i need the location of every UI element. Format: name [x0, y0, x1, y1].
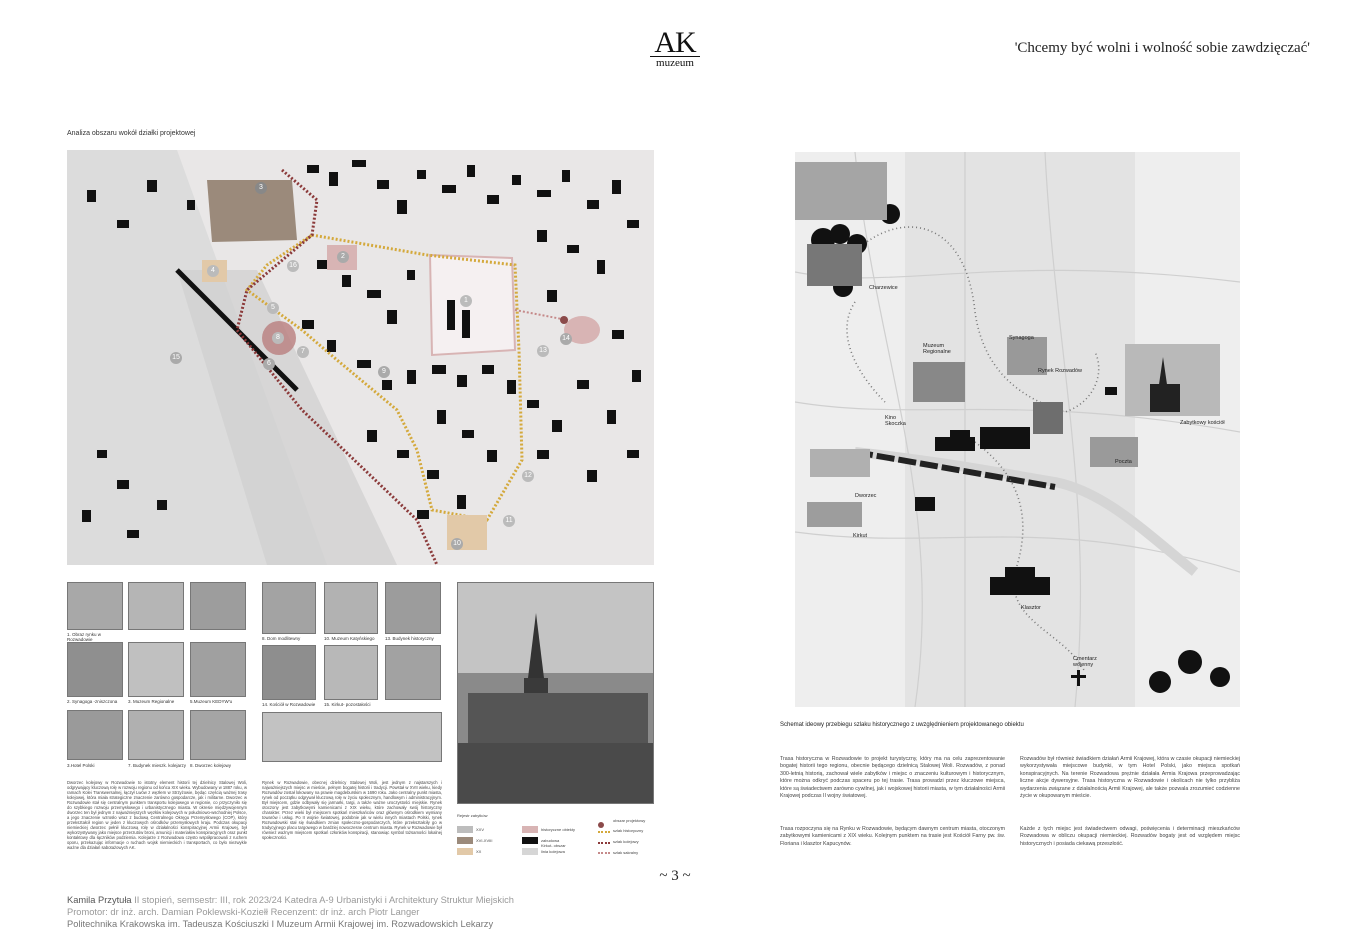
photo-caption-m5: 15. Kirkut- pozostałości — [324, 702, 371, 707]
right-text-col1-p2: Trasa rozpoczyna się na Rynku w Rozwadowie, będącym dawnym centrum miasta, otoczonym zabytkowymi kamienicami z XIX wieku. Kolejnym punktem na trasie jest Kościół Farny pw. św. Floriana i klasztor Kapucynów. — [780, 826, 1005, 847]
left-map-title: Analiza obszaru wokół działki projektowej — [67, 130, 196, 137]
marker-7: 7 — [297, 346, 309, 358]
photo-m2 — [324, 582, 378, 634]
legend-title: Rejestr zabytków — [457, 813, 488, 818]
label-kosciol: Zabytkowy kościół — [1180, 420, 1225, 426]
footer-author: Kamila Przytuła — [67, 895, 132, 905]
label-cmentarz: Cmentarz wojenny — [1073, 656, 1097, 668]
photo-m6 — [385, 645, 441, 700]
photo-5 — [128, 642, 184, 697]
photo-caption-7: 3.Hotel Polski — [67, 763, 95, 768]
marker-8: 8 — [272, 332, 284, 344]
motto: 'Chcemy być wolni i wolność sobie zawdzięczać' — [1014, 40, 1310, 56]
right-text-col1-p1: Trasa historyczna w Rozwadowie to projekt turystyczny, który ma na celu zaprezentowanie bogatej historii tego regionu, obecnie będącego dzielnicą Stalowej Woli. Rozwadów, z ponad 300-letnią historią, zachował wiele zabytków i miejsc o znaczeniu kulturowym i historycznym, które można odkryć podczas spaceru po tej trasie. Trasa prowadzi przez kluczowe miejsca, które są świadectwem zarówno cywilnej, jak i wojskowej historii miasta, w tym działalności Armii Krajowej podczas II wojny światowej. — [780, 756, 1005, 800]
market-square — [430, 255, 515, 355]
photo-1 — [67, 582, 123, 630]
legend-swatch-8 — [598, 842, 610, 844]
photo-caption-6: 5.Muzeum KEDYW'u — [190, 699, 233, 704]
footer-line-3: Politechnika Krakowska im. Tadeusza Kościuszki I Muzeum Armii Krajowej im. Rozwadowskich Lekarzy — [67, 919, 494, 929]
text-market: Rynek w Rozwadowie, obecnej dzielnicy Stalowej Woli, jest jednym z najstarszych i najważniejszych miejsc w mieście, pełnym bogatej historii i tradycji. Powstał w XVII wieku, kiedy Rozwadów został lokowany na prawie magdeburskim w 1690 roku. Jako centralny punkt miasta, rynek od początku odgrywał kluczową rolę w życiu społecznym, handlowym i administracyjnym. Był miejscem, gdzie odbywały się jarmarki, targi, a także ważne uroczystości miejskie. Rynek otoczony jest zabytkowymi kamienicami z XIX wieku, które zachowały swój historyczny charakter. Przez wieki był miejscem spotkań mieszkańców oraz głównym ośrodkiem wymiany towarów i usług. Po II wojnie światowej, podobnie jak w wielu innych miastach Polski, rynek Rozwadowski stał się świadkiem zmian społeczno-gospodarczych, które przekształciły go w tradycyjnego placu targowego w bardziej nowoczesne centrum miasta. Rynek w Rozwadowie był również ważnym miejscem spotkań członków konspiracji, stanowiąc symbol tożsamości lokalnej społeczności. — [262, 780, 442, 840]
legend-swatch-10 — [598, 852, 610, 854]
legend-swatch-5 — [598, 831, 610, 833]
label-muzeum: Muzeum Regionalne — [923, 343, 951, 355]
legend-swatch-3 — [457, 837, 473, 844]
photo-panorama — [262, 712, 442, 762]
photo-caption-9: 8. Dworzec kolejowy — [190, 763, 232, 768]
legend-label-3: XVI-XVIII — [476, 838, 493, 843]
photo-caption-m4: 14. Kościół w Rozwadowie — [262, 702, 316, 707]
label-klasztor: Klasztor — [1021, 605, 1041, 611]
photo-caption-5: 3. Muzeum Regionalne — [128, 699, 175, 704]
marker-6: 6 — [263, 358, 275, 370]
marker-10: 10 — [451, 538, 463, 550]
legend-swatch-9 — [522, 848, 538, 855]
legend-label-5: szlak historyczny — [613, 828, 644, 833]
page-number: ~ 3 ~ — [659, 868, 691, 884]
church-photo — [457, 582, 654, 804]
design-plot — [207, 180, 297, 242]
footer-line-1-rest: II stopień, semsestr: III, rok 2023/24 Katedra A-9 Urbanistyki i Architektury Struktur Miejskich — [134, 895, 514, 905]
photo-caption-4: 2. Synagoga -zniszczona — [67, 699, 118, 704]
photo-m3 — [385, 582, 441, 634]
label-charzewice: Charzewice — [869, 285, 898, 291]
marker-4: 4 — [207, 265, 219, 277]
photo-2 — [128, 582, 184, 630]
photo-caption-m2: 10. Muzeum Katyńskiego — [324, 636, 375, 641]
photo-m1 — [262, 582, 316, 634]
legend-label-4: zabudowa — [541, 838, 560, 843]
legend-label-8: szlak kolejowy — [613, 839, 639, 844]
legend-label-0: XXV — [476, 827, 485, 832]
legend-label-2: obszar projektowy — [613, 818, 646, 823]
right-text-col2-p1: Rozwadów był również świadkiem działań Armii Krajowej, która w czasie okupacji niemieckiej wykorzystywała miejscowe budynki, w tym Hotel Polski, jako miejsca spotkań konspiracyjnych. Na terenie Rozwadowa prężnie działała Armia Krajowa przeprowadzając liczne akcje dywersyjne. Trasa historyczna w Rozwadowie i okolicach nie tylko przybliża wydarzenia związane z działalnością Armii Krajowej, ale także pozwala zrozumieć codzienne życie w okupowanym mieście. — [1020, 756, 1240, 800]
marker-3: 3 — [255, 182, 267, 194]
label-poczta: Poczta — [1115, 459, 1132, 465]
logo-text: AK — [654, 26, 696, 59]
legend-label-1: historyczne obiekty — [541, 827, 576, 832]
marker-16: 16 — [287, 260, 299, 272]
marker-15: 15 — [170, 352, 182, 364]
photo-6 — [190, 642, 246, 697]
photo-m4 — [262, 645, 316, 700]
right-map-drawing — [795, 152, 1240, 707]
marker-1: 1 — [460, 295, 472, 307]
photo-caption-m1: 8. Dom modlitewny — [262, 636, 301, 641]
legend-swatch-6 — [457, 848, 473, 855]
photo-8 — [128, 710, 184, 760]
label-kirkut: Kirkut — [853, 533, 868, 539]
right-text-col2-p2: Każde z tych miejsc jest świadectwem odwagi, poświęcenia i determinacji mieszkańców Rozwadowa w obliczu okupacji niemieckiej. Rozwadów bogaty jest od względem miejsc historycznych i posiada ciekawą przeszłość. — [1020, 826, 1240, 847]
label-dworzec: Dworzec — [855, 493, 877, 499]
photo-4 — [67, 642, 123, 697]
marker-11: 11 — [503, 515, 515, 527]
church-photo-drawing — [458, 583, 654, 804]
legend-swatch-4 — [522, 837, 538, 844]
photo-caption-8: 7. Budynek mieszk. kolejarzy — [128, 763, 187, 768]
legend-swatch-1 — [522, 826, 538, 833]
right-map — [795, 152, 1240, 707]
marker-14: 14 — [560, 333, 572, 345]
photo-3 — [190, 582, 246, 630]
marker-2: 2 — [337, 251, 349, 263]
photo-caption-m3: 13. Budynek historyczny — [385, 636, 434, 641]
legend-label-9: linia kolejowa — [541, 849, 565, 854]
legend-label-10: szlak sakralny — [613, 850, 639, 855]
marker-5: 5 — [267, 302, 279, 314]
right-map-caption: Schemat ideowy przebiegu szlaku historycznego z uwzględnieniem projektowanego obiektu — [780, 722, 1024, 728]
design-point — [560, 316, 568, 324]
marker-13: 13 — [537, 345, 549, 357]
marker-9: 9 — [378, 366, 390, 378]
legend-label-7: Kirkut- obszar — [541, 843, 566, 848]
marker-12: 12 — [522, 470, 534, 482]
photo-m5 — [324, 645, 378, 700]
left-map — [67, 150, 654, 565]
label-synagoga: Synagoga — [1009, 335, 1034, 341]
photo-caption-1: 1. Obraz rynku w Rozwadowie — [67, 632, 102, 642]
footer-line-2: Promotor: dr inż. arch. Damian Poklewski-Koziełł Recenzent: dr inż. arch Piotr Langer — [67, 907, 420, 917]
footer-line-1 — [67, 895, 514, 905]
label-rynek: Rynek Rozwadów — [1038, 368, 1083, 374]
logo-subtitle: muzeum — [650, 56, 700, 69]
label-kino: Kino Skoczka — [885, 415, 906, 427]
legend-swatch-0 — [457, 826, 473, 833]
text-railway: Dworzec kolejowy w Rozwadowie to istotny element historii tej dzielnicy Stalowej Woli, odgrywający kluczową rolę w rozwoju regionu od końca XIX wieku. Wybudowany w 1887 roku, w ramach Kolei Transwersalnej, łączył Lwów z węzłem w Strzyżowie, będąc częścią ważnej trasy kolejowej, która miała strategiczne znaczenie zarówno gospodarcze, jak i militarne. Dworzec w Rozwadowie stał się centralnym punktem transportu kolejowego w regionie, co przyczyniło się do szybkiego rozwoju przemysłowego i urbanistycznego miasta. W okresie międzywojennym dworzec ten był jednym z najważniejszych węzłów kolejowych w południowo-wschodniej Polsce, a jego znaczenie wzrosło wraz z budową Centralnego Okręgu Przemysłowego (COP), który przekształcił region w jeden z kluczowych ośrodków przemysłowych kraju. Podczas okupacji niemieckiej dworzec pełnił kluczową rolę w działalności konspiracyjnej Armii Krajowej, był wykorzystywany jako miejsce przerzutów broni, amunicji i materiałów konspiracyjnych oraz punkt kontaktowy dla łączników podziemia. Kolejarze z Rozwadowa często współpracowali z ruchem oporu, przekazując informacje o ruchach wojsk niemieckich i transportach, co było niezwykle ważne dla działań sabotażowych AK. — [67, 780, 247, 850]
photo-7 — [67, 710, 123, 760]
legend-label-6: XX — [476, 849, 482, 854]
left-map-drawing — [67, 150, 654, 565]
legend-swatch-2 — [598, 822, 604, 828]
photo-9 — [190, 710, 246, 760]
